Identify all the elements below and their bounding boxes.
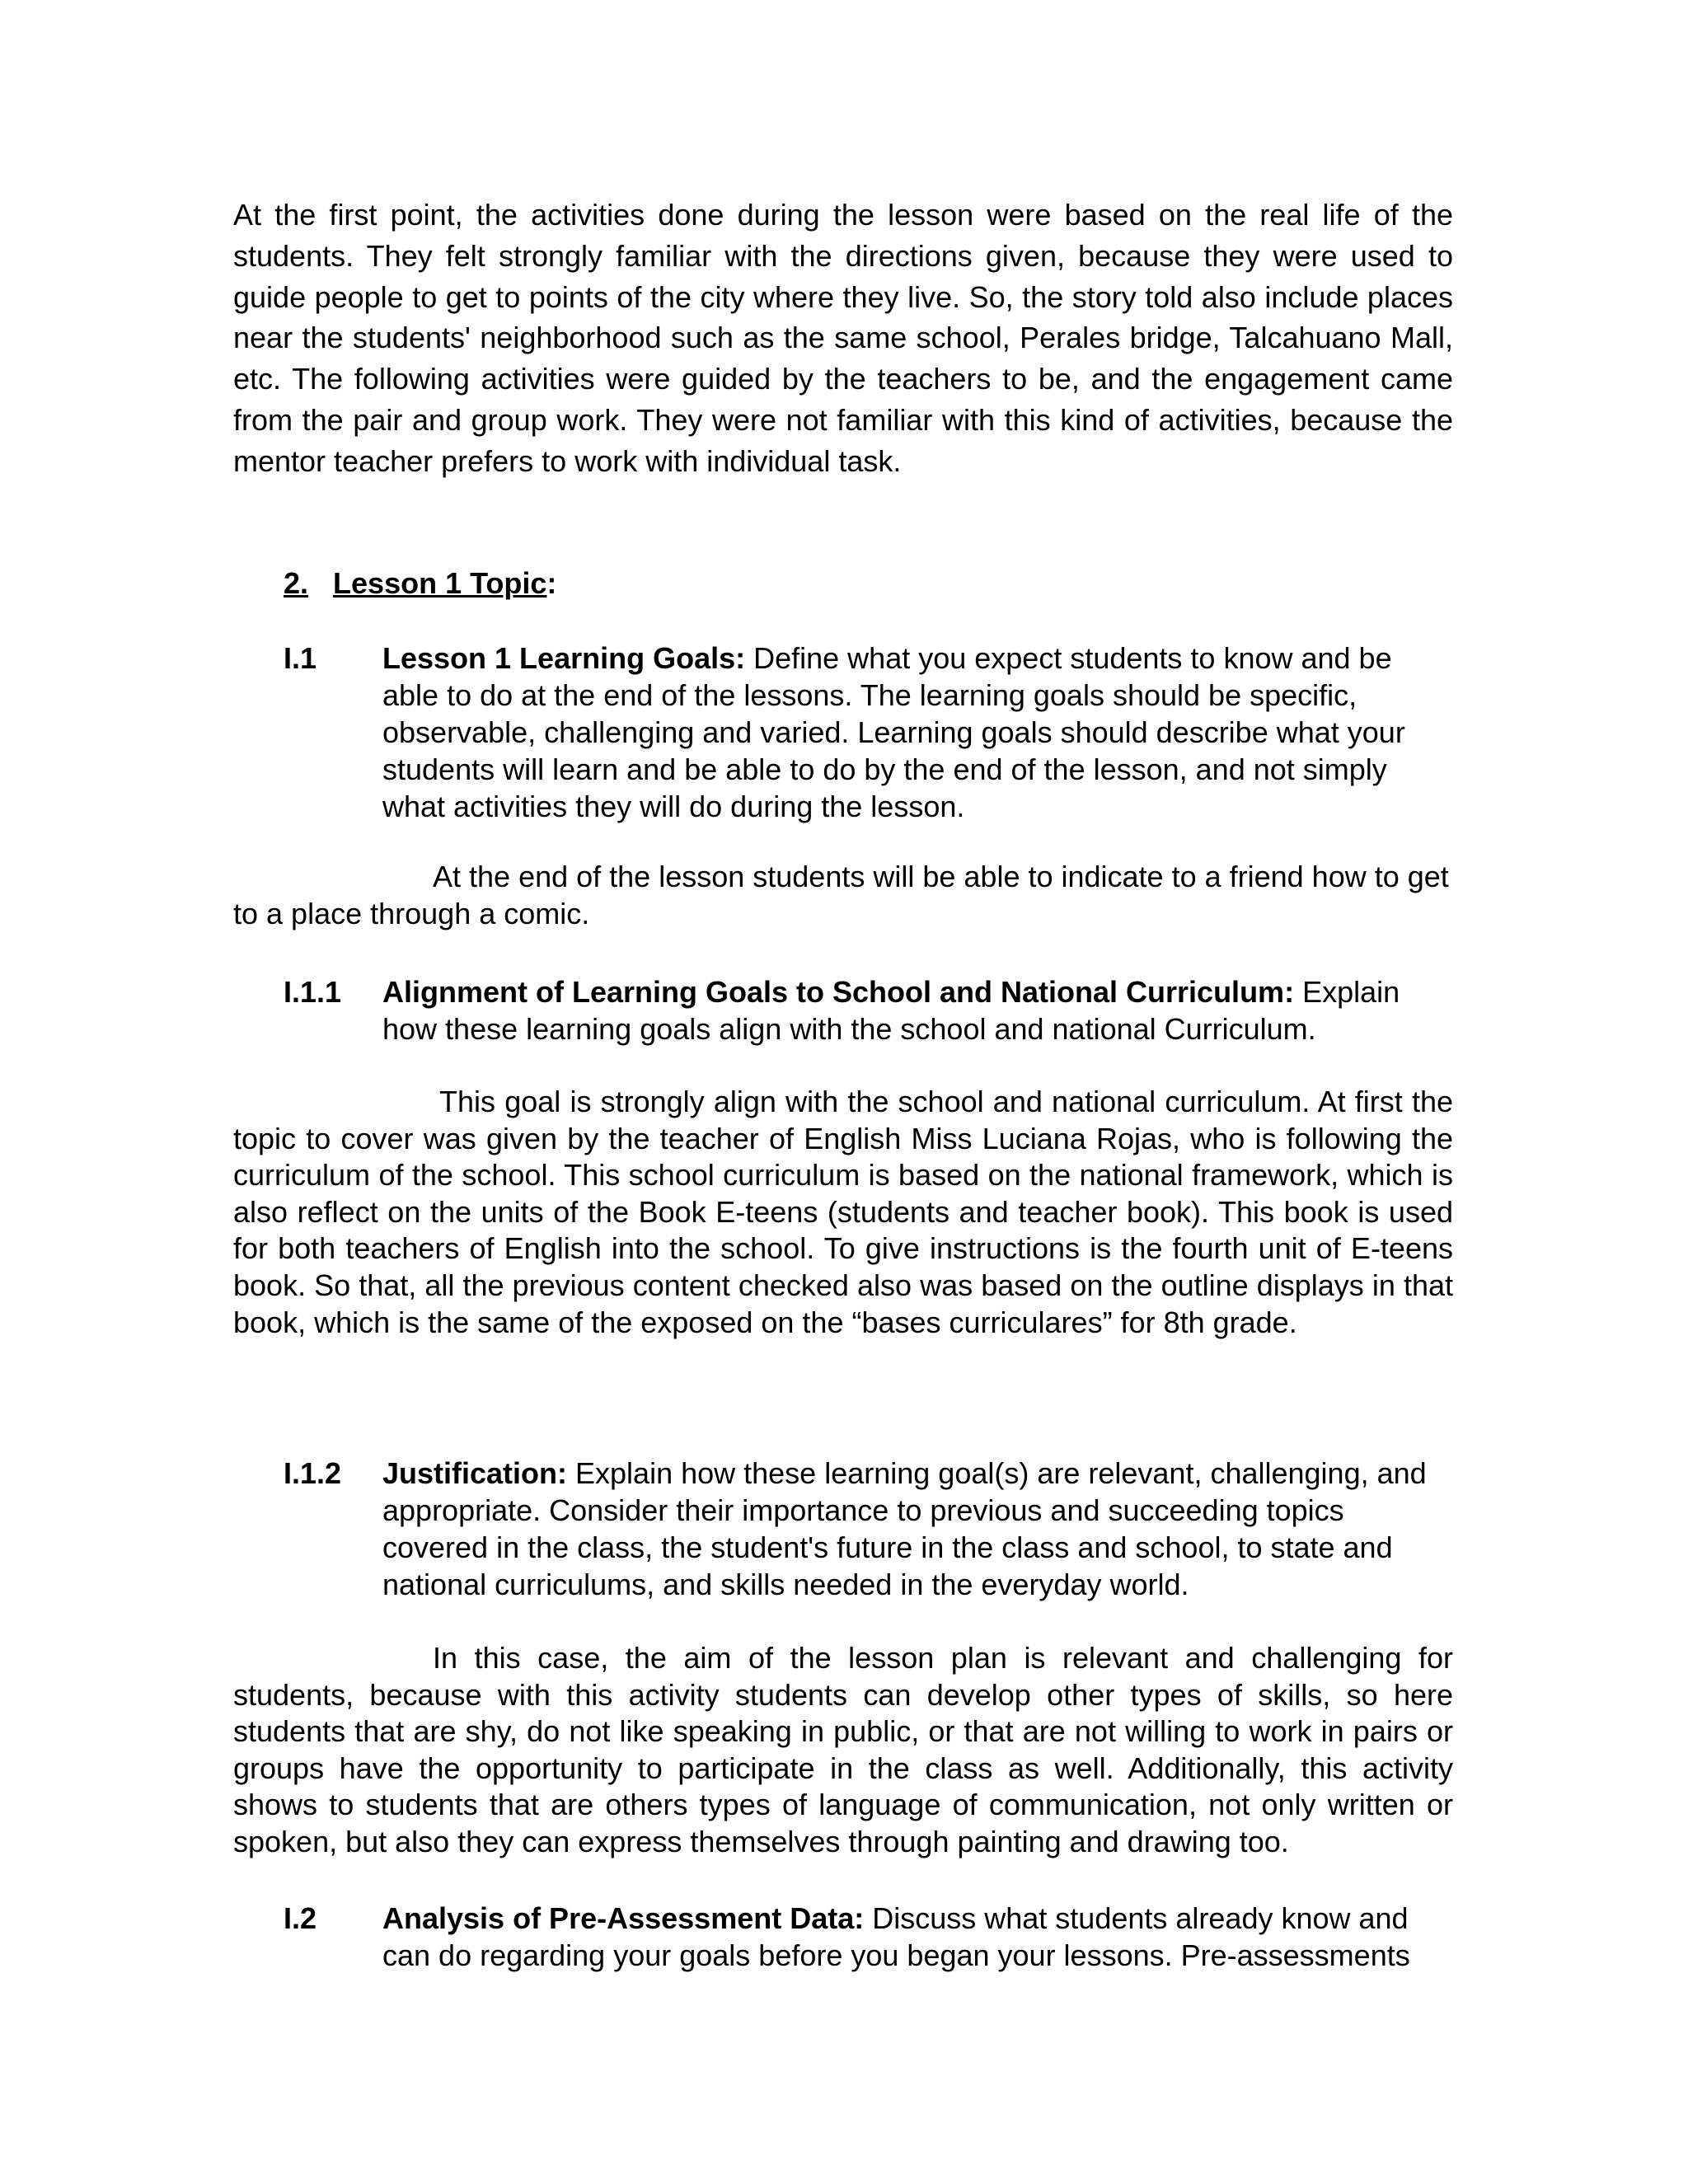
item-number: I.2	[284, 1901, 317, 1935]
item-text: Explain how these learning goal(s) are relevant, challenging, and appropriate. Consider their importance to previous and succeeding topics covered in the class, the student's future in the class and school, to state and national curriculums, and skills needed in the everyday world.	[382, 1456, 1427, 1601]
item-label: Analysis of Pre-Assessment Data:	[382, 1901, 865, 1935]
section-heading	[284, 565, 556, 602]
item-pre-assessment	[382, 1900, 1454, 1974]
item-learning-goals	[382, 640, 1454, 825]
item-number: I.1.1	[284, 975, 342, 1009]
item-number: I.1.2	[284, 1456, 342, 1490]
section-number: 2.	[284, 566, 309, 600]
item-number: I.1	[284, 641, 317, 675]
item-label: Lesson 1 Learning Goals:	[382, 641, 746, 675]
item-label: Alignment of Learning Goals to School and National Curriculum:	[382, 975, 1295, 1009]
answer-justification: In this case, the aim of the lesson plan is relevant and challenging for students, because with this activity students can develop other types of skills, so here students that are shy, do not like speaking in public, or that are not willing to work in pairs or groups have the opportunity to participate in the class as well. Additionally, this activity shows to students that are others types of language of communication, not only written or spoken, but also they can express themselves through painting and drawing too.	[233, 1641, 1453, 1858]
item-text: Define what you expect students to know and be able to do at the end of the lessons. The learning goals should be specific, observable, challenging and varied. Learning goals should describe what your students will learn and be able to do by the end of the lesson, and not simply what activities they will do during the lesson.	[382, 641, 1405, 823]
item-label: Justification:	[382, 1456, 568, 1490]
item-text: Discuss what students already know and can do regarding your goals before you began your lessons. Pre-assessments	[382, 1901, 1410, 1972]
section-colon: :	[546, 566, 557, 600]
item-alignment	[382, 973, 1454, 1047]
intro-paragraph: At the first point, the activities done during the lesson were based on the real life of the students. They felt strongly familiar with the directions given, because they were used to guide people to get to points of the city where they live. So, the story told also include places near the students' neighborhood such as the same school, Perales bridge, Talcahuano Mall, etc. The following activities were guided by the teachers to be, and the engagement came from the pair and group work. They were not familiar with this kind of activities, because the mentor teacher prefers to work with individual task.	[233, 198, 1453, 478]
item-text: Explain how these learning goals align with the school and national Curriculum.	[382, 975, 1400, 1046]
answer-alignment: This goal is strongly align with the school and national curriculum. At first the topic to cover was given by the teacher of English Miss Luciana Rojas, who is following the curriculum of the school. This school curriculum is based on the national framework, which is also reflect on the units of the Book E-teens (students and teacher book). This book is used for both teachers of English into the school. To give instructions is the fourth unit of E-teens book. So that, all the previous content checked also was based on the outline displays in that book, which is the same of the exposed on the “bases curriculares” for 8th grade.	[233, 1085, 1453, 1339]
item-justification	[382, 1455, 1454, 1603]
answer-learning-goals: At the end of the lesson students will be able to indicate to a friend how to get to a place through a comic.	[233, 860, 1449, 930]
section-title: Lesson 1 Topic	[333, 566, 547, 600]
